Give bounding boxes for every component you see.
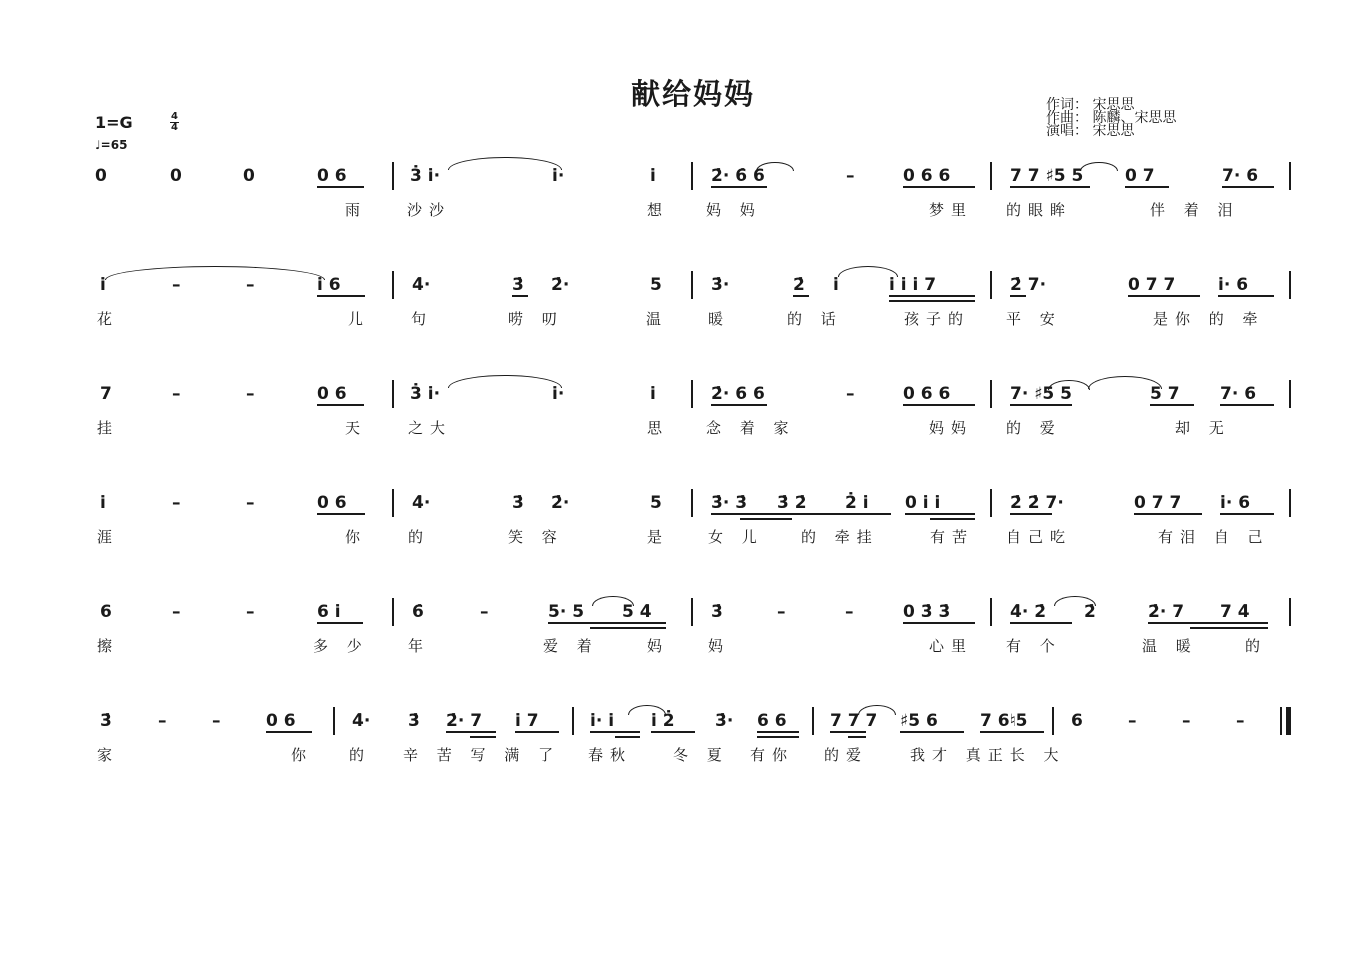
beam-underline bbox=[848, 736, 866, 738]
lyric-word: 多 少 bbox=[313, 637, 369, 655]
score-note: – bbox=[246, 275, 255, 295]
score-note: 0 6 6 bbox=[903, 384, 951, 404]
score-note: 3̇· bbox=[715, 711, 734, 731]
score-note: – bbox=[172, 493, 181, 513]
slur-tie bbox=[1054, 596, 1096, 606]
bar-line bbox=[1289, 380, 1291, 408]
score-note: 4̇· bbox=[412, 493, 431, 513]
lyric-word: 的眼眸 bbox=[1006, 201, 1073, 219]
beam-underline bbox=[793, 295, 809, 297]
beam-underline bbox=[1190, 627, 1268, 629]
lyric-word: 擦 bbox=[97, 637, 120, 655]
score-note: 5 bbox=[650, 275, 662, 295]
score-note: 7· 6 bbox=[1220, 384, 1257, 404]
score-note: 2̇· 6̇ 6 bbox=[711, 166, 765, 186]
lyric-word: 春秋 bbox=[588, 746, 633, 764]
score-note: 2̇· 7 bbox=[1148, 602, 1185, 622]
slur-tie bbox=[1048, 380, 1090, 390]
beam-underline bbox=[903, 622, 975, 624]
time-signature-bottom: 4 bbox=[171, 122, 178, 133]
score-note: – bbox=[246, 493, 255, 513]
score-note: 2̇· 7 bbox=[446, 711, 483, 731]
lyric-word: 女 儿 bbox=[708, 528, 764, 546]
bar-line bbox=[691, 598, 693, 626]
beam-underline bbox=[980, 731, 1044, 733]
beam-underline bbox=[930, 518, 975, 520]
lyric-word: 涯 bbox=[97, 528, 120, 546]
lyric-word: 妈 妈 bbox=[706, 201, 762, 219]
lyric-word: 的 bbox=[349, 746, 372, 764]
score-note: 7 bbox=[100, 384, 112, 404]
score-note: 7 7 ♯5 5 bbox=[1010, 166, 1084, 186]
slur-tie bbox=[448, 375, 562, 388]
bar-line bbox=[812, 707, 814, 735]
score-note: 0 7 7 bbox=[1128, 275, 1176, 295]
score-note: 4̇· 2̇ bbox=[1010, 602, 1047, 622]
lyric-word: 却 无 bbox=[1175, 419, 1231, 437]
score-note: i̇ 6 bbox=[317, 275, 341, 295]
credits-block bbox=[1046, 99, 1176, 138]
score-note: 2̇· 6 6 bbox=[711, 384, 765, 404]
score-note: i̇ 2̇ bbox=[651, 711, 675, 731]
score-note: i̇ bbox=[100, 493, 106, 513]
score-note: 3̇ bbox=[408, 711, 420, 731]
bar-line bbox=[1289, 162, 1291, 190]
bar-line bbox=[392, 271, 394, 299]
beam-underline bbox=[740, 518, 792, 520]
beam-underline bbox=[1010, 295, 1026, 297]
lyricist-credit: 作词： 宋思思 bbox=[1046, 97, 1135, 113]
score-note: i̇ bbox=[650, 384, 656, 404]
bar-line bbox=[990, 380, 992, 408]
score-note: 3̇ bbox=[100, 711, 112, 731]
beam-underline bbox=[889, 300, 975, 302]
score-note: – bbox=[246, 384, 255, 404]
bar-line bbox=[392, 380, 394, 408]
score-note: ♯5 6 bbox=[900, 711, 938, 731]
score-note: – bbox=[1236, 711, 1245, 731]
lyric-word: 伴 着 泪 bbox=[1150, 201, 1240, 219]
score-note: 0 bbox=[95, 166, 107, 186]
lyric-word: 沙沙 bbox=[407, 201, 452, 219]
lyric-word: 暖 bbox=[708, 310, 731, 328]
lyric-word: 我才 真正长 大 bbox=[910, 746, 1066, 764]
score-note: i̇· bbox=[552, 166, 565, 186]
score-note: 6̇ bbox=[412, 602, 424, 622]
score-note: 2̇· bbox=[551, 275, 570, 295]
final-barline-thick bbox=[1286, 707, 1291, 735]
beam-underline bbox=[1222, 186, 1274, 188]
lyric-word: 冬 夏 bbox=[673, 746, 729, 764]
bar-line bbox=[1289, 489, 1291, 517]
slur-tie bbox=[1080, 162, 1118, 171]
beam-underline bbox=[515, 731, 559, 733]
lyric-word: 儿 bbox=[348, 310, 371, 328]
lyric-word: 心里 bbox=[929, 637, 974, 655]
score-note: – bbox=[1182, 711, 1191, 731]
score-note: 2̇ 2̇ 7· bbox=[1010, 493, 1064, 513]
beam-underline bbox=[711, 186, 767, 188]
beam-underline bbox=[711, 404, 767, 406]
bar-line bbox=[392, 162, 394, 190]
bar-line bbox=[1052, 707, 1054, 735]
final-barline-thin bbox=[1280, 707, 1282, 735]
beam-underline bbox=[317, 295, 365, 297]
score-note: 7 6♮5 bbox=[980, 711, 1028, 731]
beam-underline bbox=[905, 513, 975, 515]
slur-tie bbox=[628, 705, 666, 715]
score-note: 7 7 7 bbox=[830, 711, 878, 731]
bar-line bbox=[691, 380, 693, 408]
score-note: 0 6 6 bbox=[903, 166, 951, 186]
beam-underline bbox=[830, 731, 866, 733]
bar-line bbox=[691, 489, 693, 517]
lyric-word: 妈妈 bbox=[929, 419, 974, 437]
score-note: – bbox=[172, 384, 181, 404]
score-note: i̇· i̇ bbox=[590, 711, 615, 731]
beam-underline bbox=[317, 622, 363, 624]
score-note: 3̇ bbox=[512, 493, 524, 513]
score-note: 3̇ i̇· bbox=[410, 384, 441, 404]
score-note: – bbox=[172, 602, 181, 622]
lyric-word: 有你 bbox=[750, 746, 795, 764]
tempo-marking: ♩=65 bbox=[95, 138, 128, 152]
bar-line bbox=[572, 707, 574, 735]
score-note: 6 bbox=[1071, 711, 1083, 731]
lyric-word: 的 牵挂 bbox=[801, 528, 879, 546]
beam-underline bbox=[512, 295, 528, 297]
bar-line bbox=[392, 489, 394, 517]
lyric-word: 的 bbox=[408, 528, 431, 546]
score-note: 0 6 bbox=[266, 711, 296, 731]
beam-underline bbox=[548, 622, 666, 624]
lyric-word: 妈 bbox=[708, 637, 731, 655]
score-note: 0 6 bbox=[317, 166, 347, 186]
score-note: i̇ bbox=[100, 275, 106, 295]
slur-tie bbox=[592, 596, 634, 606]
score-note: 2̇ 7· bbox=[1010, 275, 1047, 295]
lyric-word: 有泪 自 己 bbox=[1158, 528, 1270, 546]
lyric-word: 的 bbox=[1245, 637, 1268, 655]
score-note: 0 7 7 bbox=[1134, 493, 1182, 513]
lyric-word: 的爱 bbox=[824, 746, 869, 764]
beam-underline bbox=[317, 186, 364, 188]
bar-line bbox=[990, 598, 992, 626]
composer-credit: 作曲： 陈麟、宋思思 bbox=[1046, 110, 1177, 126]
beam-underline bbox=[903, 404, 975, 406]
slur-tie bbox=[858, 705, 896, 715]
lyric-word: 自己吃 bbox=[1006, 528, 1073, 546]
score-note: – bbox=[845, 602, 854, 622]
score-note: – bbox=[846, 166, 855, 186]
slur-tie bbox=[1088, 376, 1162, 389]
score-note: 2̇ i̇ bbox=[845, 493, 869, 513]
beam-underline bbox=[903, 186, 975, 188]
beam-underline bbox=[1150, 404, 1194, 406]
lyric-word: 天 bbox=[345, 419, 368, 437]
lyric-word: 梦里 bbox=[929, 201, 974, 219]
bar-line bbox=[990, 489, 992, 517]
bar-line bbox=[1289, 598, 1291, 626]
score-note: 3̇ 2̇ bbox=[777, 493, 807, 513]
score-note: 3̇· 3̇ bbox=[711, 493, 748, 513]
beam-underline bbox=[889, 295, 975, 297]
score-note: 5· 5 bbox=[548, 602, 585, 622]
score-note: i̇· 6 bbox=[1220, 493, 1251, 513]
score-note: 6 6 bbox=[757, 711, 787, 731]
score-note: 3̇· bbox=[711, 275, 730, 295]
score-note: i̇· 6 bbox=[1218, 275, 1249, 295]
bar-line bbox=[691, 162, 693, 190]
score-note: 0 i̇ i̇ bbox=[905, 493, 941, 513]
lyric-word: 有 个 bbox=[1006, 637, 1062, 655]
lyric-word: 的 话 bbox=[787, 310, 843, 328]
score-note: 4̇· bbox=[412, 275, 431, 295]
beam-underline bbox=[590, 731, 640, 733]
lyric-word: 温 暖 bbox=[1142, 637, 1198, 655]
beam-underline bbox=[615, 736, 640, 738]
score-note: – bbox=[158, 711, 167, 731]
beam-underline bbox=[266, 731, 312, 733]
score-note: 3̇ bbox=[711, 602, 723, 622]
lyric-word: 家 bbox=[97, 746, 120, 764]
beam-underline bbox=[1134, 513, 1202, 515]
lyric-word: 有苦 bbox=[930, 528, 975, 546]
lyric-word: 孩子的 bbox=[904, 310, 971, 328]
score-note: 0 6 bbox=[317, 384, 347, 404]
score-note: 2̇· bbox=[551, 493, 570, 513]
score-note: 0 3̇ 3̇ bbox=[903, 602, 951, 622]
bar-line bbox=[990, 162, 992, 190]
slur-tie bbox=[838, 266, 898, 277]
score-note: 7 4̇ bbox=[1220, 602, 1250, 622]
lyric-word: 是你 的 牵 bbox=[1153, 310, 1265, 328]
slur-tie bbox=[756, 162, 794, 171]
lyric-word: 温 bbox=[646, 310, 669, 328]
score-note: 6 bbox=[100, 602, 112, 622]
bar-line bbox=[1289, 271, 1291, 299]
beam-underline bbox=[317, 513, 365, 515]
score-note: 3̇ i̇· bbox=[410, 166, 441, 186]
lyric-word: 花 bbox=[97, 310, 120, 328]
beam-underline bbox=[757, 731, 799, 733]
score-note: 0 7 bbox=[1125, 166, 1155, 186]
beam-underline bbox=[1010, 404, 1072, 406]
score-note: i̇ bbox=[833, 275, 839, 295]
score-note: i̇ bbox=[650, 166, 656, 186]
score-note: 5 7 bbox=[1150, 384, 1180, 404]
lyric-word: 的 爱 bbox=[1006, 419, 1062, 437]
score-note: 7· 6 bbox=[1222, 166, 1259, 186]
lyric-word: 你 bbox=[291, 746, 314, 764]
score-note: – bbox=[777, 602, 786, 622]
beam-underline bbox=[1220, 513, 1274, 515]
beam-underline bbox=[1125, 186, 1169, 188]
score-note: i̇· bbox=[552, 384, 565, 404]
lyric-word: 之大 bbox=[408, 419, 453, 437]
score-note: 0 6 bbox=[317, 493, 347, 513]
bar-line bbox=[990, 271, 992, 299]
lyric-word: 想 bbox=[647, 201, 670, 219]
lyric-word: 笑 容 bbox=[508, 528, 564, 546]
singer-credit: 演唱： 宋思思 bbox=[1046, 123, 1135, 139]
score-note: 5 4̇ bbox=[622, 602, 652, 622]
beam-underline bbox=[1010, 622, 1072, 624]
score-note: – bbox=[172, 275, 181, 295]
score-note: 6 i̇ bbox=[317, 602, 341, 622]
lyric-word: 雨 bbox=[345, 201, 368, 219]
score-note: 0 bbox=[243, 166, 255, 186]
beam-underline bbox=[1148, 622, 1268, 624]
score-note: – bbox=[846, 384, 855, 404]
score-note: i̇ i̇ i̇ 7 bbox=[889, 275, 937, 295]
lyric-word: 你 bbox=[345, 528, 368, 546]
lyric-word: 句 bbox=[411, 310, 434, 328]
bar-line bbox=[333, 707, 335, 735]
time-signature bbox=[170, 112, 179, 133]
beam-underline bbox=[651, 731, 695, 733]
key-signature: 1=G bbox=[95, 113, 133, 132]
lyric-word: 妈 bbox=[647, 637, 670, 655]
beam-underline bbox=[900, 731, 964, 733]
lyric-word: 爱 着 bbox=[543, 637, 599, 655]
beam-underline bbox=[1128, 295, 1200, 297]
beam-underline bbox=[317, 404, 364, 406]
beam-underline bbox=[1010, 186, 1090, 188]
lyric-word: 思 bbox=[647, 419, 670, 437]
score-note: 5 bbox=[650, 493, 662, 513]
score-note: – bbox=[1128, 711, 1137, 731]
score-note: 2̇ bbox=[793, 275, 805, 295]
score-note: 7· ♯5 5 bbox=[1010, 384, 1073, 404]
score-note: – bbox=[246, 602, 255, 622]
lyric-word: 平 安 bbox=[1006, 310, 1062, 328]
beam-underline bbox=[1218, 295, 1274, 297]
time-signature-top: 4 bbox=[171, 111, 178, 122]
lyric-word: 挂 bbox=[97, 419, 120, 437]
beam-underline bbox=[470, 736, 496, 738]
score-note: 0 bbox=[170, 166, 182, 186]
score-note: 3̇ bbox=[512, 275, 524, 295]
lyric-word: 年 bbox=[408, 637, 431, 655]
slur-tie bbox=[448, 157, 562, 170]
score-note: i̇ 7 bbox=[515, 711, 539, 731]
lyric-word: 辛 苦 写 满 了 bbox=[403, 746, 561, 764]
score-note: – bbox=[480, 602, 489, 622]
beam-underline bbox=[757, 736, 799, 738]
score-note: 2̇ bbox=[1084, 602, 1096, 622]
score-note: – bbox=[212, 711, 221, 731]
lyric-word: 念 着 家 bbox=[706, 419, 796, 437]
beam-underline bbox=[446, 731, 496, 733]
slur-tie bbox=[105, 266, 325, 280]
bar-line bbox=[691, 271, 693, 299]
bar-line bbox=[392, 598, 394, 626]
beam-underline bbox=[1220, 404, 1274, 406]
lyric-word: 唠 叨 bbox=[508, 310, 564, 328]
score-note: 4̇· bbox=[352, 711, 371, 731]
beam-underline bbox=[1010, 513, 1052, 515]
lyric-word: 是 bbox=[647, 528, 670, 546]
beam-underline bbox=[590, 627, 666, 629]
beam-underline bbox=[711, 513, 891, 515]
song-title: 献给妈妈 bbox=[630, 77, 755, 111]
